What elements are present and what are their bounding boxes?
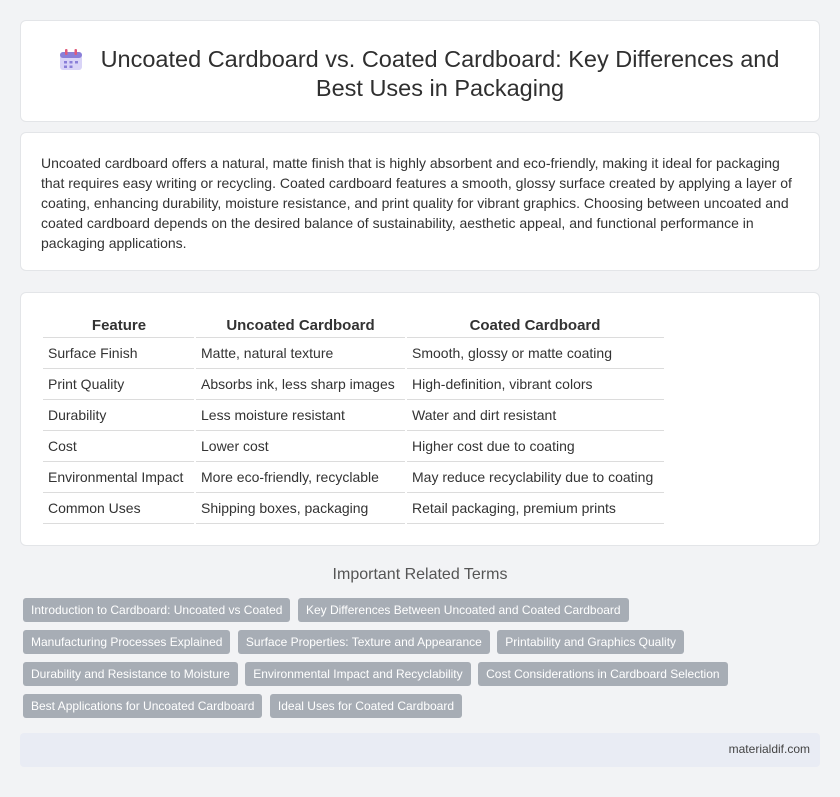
table-cell: More eco-friendly, recyclable [195, 461, 406, 492]
table-cell: Smooth, glossy or matte coating [406, 337, 664, 368]
related-term-tag[interactable]: Introduction to Cardboard: Uncoated vs Coated [23, 598, 290, 622]
table-cell: Less moisture resistant [195, 399, 406, 430]
table-cell: Retail packaging, premium prints [406, 492, 664, 523]
related-term-tag[interactable]: Environmental Impact and Recyclability [245, 662, 470, 686]
related-term-tag[interactable]: Printability and Graphics Quality [497, 630, 684, 654]
table-cell: Lower cost [195, 430, 406, 461]
footer [20, 733, 820, 767]
table-cell: Water and dirt resistant [406, 399, 664, 430]
comparison-card [20, 292, 820, 546]
table-row [43, 430, 664, 461]
related-term-tag[interactable]: Ideal Uses for Coated Cardboard [270, 694, 462, 718]
related-term-tag[interactable]: Surface Properties: Texture and Appearance [238, 630, 490, 654]
table-cell: Print Quality [43, 368, 195, 399]
comparison-table [43, 315, 664, 524]
related-term-tag[interactable]: Durability and Resistance to Moisture [23, 662, 238, 686]
table-cell: High-definition, vibrant colors [406, 368, 664, 399]
table-cell: Shipping boxes, packaging [195, 492, 406, 523]
table-cell: Environmental Impact [43, 461, 195, 492]
table-cell: Common Uses [43, 492, 195, 523]
table-cell: Durability [43, 399, 195, 430]
related-terms-list [23, 598, 803, 726]
table-header-row [43, 315, 664, 337]
table-cell: Cost [43, 430, 195, 461]
intro-card [20, 132, 820, 271]
header-card [20, 20, 820, 122]
table-cell: Matte, natural texture [195, 337, 406, 368]
table-cell: Absorbs ink, less sharp images [195, 368, 406, 399]
related-term-tag[interactable]: Cost Considerations in Cardboard Selection [478, 662, 727, 686]
related-term-tag[interactable]: Manufacturing Processes Explained [23, 630, 230, 654]
page-title: Uncoated Cardboard vs. Coated Cardboard: Key Differences and Best Uses in Packaging [100, 46, 780, 101]
column-header: Uncoated Cardboard [195, 315, 406, 337]
site-link[interactable]: materialdif.com [728, 742, 810, 756]
column-header: Coated Cardboard [406, 315, 664, 337]
table-row [43, 337, 664, 368]
table-row [43, 461, 664, 492]
intro-text: Uncoated cardboard offers a natural, matte finish that is highly absorbent and eco-friendly, making it ideal for packaging that requires easy writing or recycling. Coated cardboard features a smooth, glossy surface created by applying a layer of coating, enhancing durability, moisture resistance, and print quality for vibrant graphics. Choosing between uncoated and coated cardboard depends on the desired balance of sustainability, aesthetic appeal, and functional performance in packaging applications. [41, 155, 792, 251]
table-cell: Surface Finish [43, 337, 195, 368]
column-header: Feature [43, 315, 195, 337]
related-term-tag[interactable]: Key Differences Between Uncoated and Coated Cardboard [298, 598, 629, 622]
table-row [43, 399, 664, 430]
related-terms-heading: Important Related Terms [332, 566, 508, 583]
table-cell: Higher cost due to coating [406, 430, 664, 461]
table-cell: May reduce recyclability due to coating [406, 461, 664, 492]
table-row [43, 368, 664, 399]
related-term-tag[interactable]: Best Applications for Uncoated Cardboard [23, 694, 262, 718]
table-row [43, 492, 664, 523]
calendar-icon [59, 49, 83, 71]
